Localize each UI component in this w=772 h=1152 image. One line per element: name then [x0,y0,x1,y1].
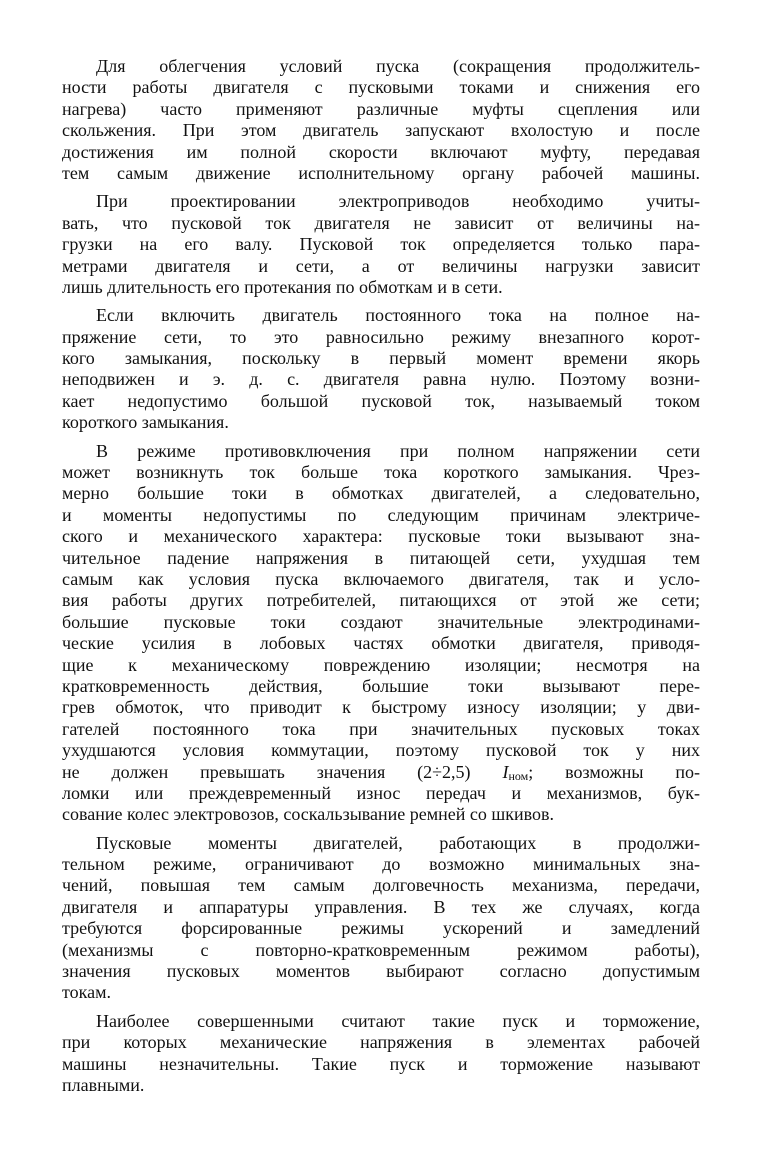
text-line: Наиболее совершенными считают такие пуск и торможение, [96,1010,700,1031]
text-line: кого замыкания, поскольку в первый момент времени якорь [62,348,700,369]
text-line: вать, что пусковой ток двигателя не зависит от величины на- [62,212,700,233]
text-line: нагрева) часто применяют различные муфты сцепления или [62,98,700,119]
text-line: машины незначительны. Такие пуск и торможение называют [62,1053,700,1074]
current-symbol: I [502,761,509,782]
text-line: метрами двигателя и сети, а от величины нагрузки зависит [62,255,700,276]
text-line: короткого замыкания. [62,412,229,433]
text-line: мерно большие токи в обмотках двигателей, а следовательно, [62,483,700,504]
text-line: тельном режиме, ограничивают до возможно минимальных зна- [62,854,700,875]
text-line: гателей постоянного тока при значительных пусковых токах [62,718,700,739]
text-line: кратковременность действия, большие токи вызывают пере- [62,675,700,696]
text-line: ского и механического характера: пусковые токи вызывают зна- [62,526,700,547]
text-line: Пусковые моменты двигателей, работающих в продолжи- [96,832,700,853]
text-line: При проектировании электроприводов необходимо учиты- [96,191,700,212]
text-line: токам. [62,982,111,1003]
text-line: плавными. [62,1074,145,1095]
paragraph-2 [62,191,700,298]
text-line: неподвижен и э. д. с. двигателя равна нулю. Поэтому возни- [62,369,700,390]
paragraph-5 [62,833,700,1004]
text-line: грев обмоток, что приводит к быстрому износу изоляции; у дви- [62,697,700,718]
text-line: самым как условия пуска включаемого двигателя, так и усло- [62,568,700,589]
text-line: (механизмы с повторно-кратковременным режимом работы), [62,939,700,960]
text-line: и моменты недопустимы по следующим причинам электриче- [62,504,700,525]
paragraph-3 [62,305,700,433]
formula-line [62,762,700,783]
paragraph-4 [62,441,700,826]
text-line: грузки на его валу. Пусковой ток определяется только пара- [62,234,700,255]
paragraph-6 [62,1011,700,1097]
text-line: двигателя и аппаратуры управления. В тех же случаях, когда [62,896,700,917]
text-line: тем самым движение исполнительному органу рабочей машины. [62,162,700,183]
text-line: лишь длительность его протекания по обмоткам и в сети. [62,276,503,297]
text-line: при которых механические напряжения в элементах рабочей [62,1032,700,1053]
text-line: Для облегчения условий пуска (сокращения продолжитель- [96,56,700,76]
text-line: требуются форсированные режимы ускорений и замедлений [62,918,700,939]
text-line: вия работы других потребителей, питающихся от этой же сети; [62,590,700,611]
text-line: кает недопустимо большой пусковой ток, называемый током [62,390,700,411]
document-page [62,56,700,1103]
text-line: достижения им полной скорости включают муфту, передавая [62,141,700,162]
text-line: пряжение сети, то это равносильно режиму внезапного корот- [62,326,700,347]
text-line: Если включить двигатель постоянного тока на полное на- [96,305,700,326]
text-line: ухудшаются условия коммутации, поэтому пусковой ток у них [62,740,700,761]
text-line: может возникнуть ток больше тока короткого замыкания. Чрез- [62,462,700,483]
text-line: сование колес электровозов, соскальзывание ремней со шкивов. [62,804,555,825]
current-subscript: ном [508,768,529,783]
text-line: ческие усилия в лобовых частях обмотки двигателя, приводя- [62,633,700,654]
text-line: щие к механическому повреждению изоляции; несмотря на [62,654,700,675]
text-line: В режиме противовключения при полном напряжении сети [96,440,700,461]
formula-text-after: ; возможны по- [528,761,700,782]
text-line: ломки или преждевременный износ передач и механизмов, бук- [62,782,700,803]
formula-text-before: не должен превышать значения (2÷2,5) [62,761,503,782]
text-line: чительное падение напряжения в питающей сети, ухудшая тем [62,547,700,568]
paragraph-1 [62,56,700,184]
text-line: чений, повышая тем самым долговечность механизма, передачи, [62,875,700,896]
text-line: ности работы двигателя с пусковыми токами и снижения его [62,77,700,98]
text-line: большие пусковые токи создают значительные электродинами- [62,611,700,632]
text-line: значения пусковых моментов выбирают согласно допустимым [62,961,700,982]
text-line: скольжения. При этом двигатель запускают вхолостую и после [62,120,700,141]
